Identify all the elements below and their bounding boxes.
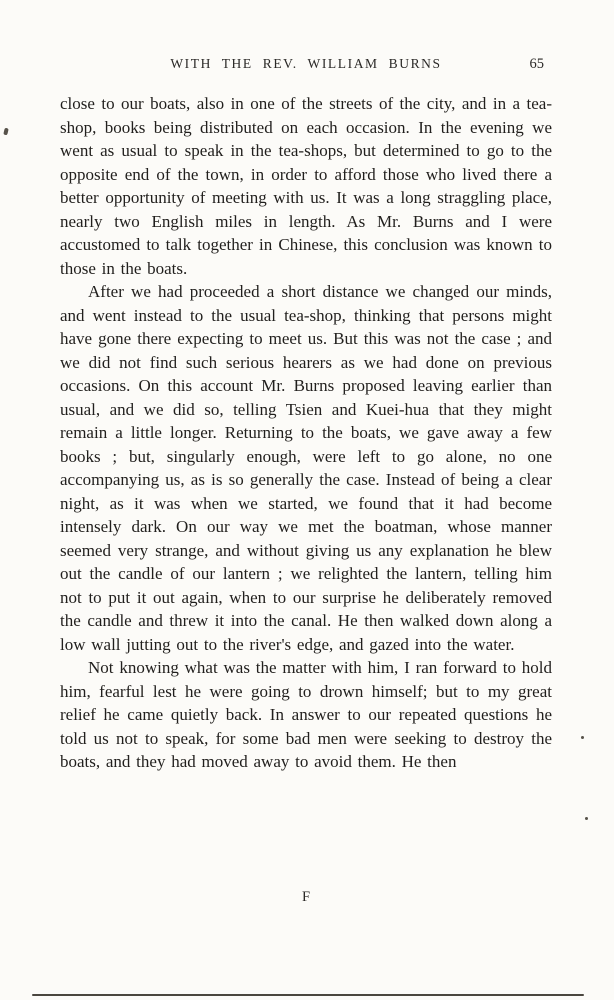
paragraph: After we had proceeded a short distance we changed our minds, and went instead to the usual tea-shop, thinking that persons might have gone there expecting to meet us. But this was not the case ; and we did not find such serious hearers as we had done on previous occasions. On this account Mr. Burns proposed leaving earlier than usual, and we did so, telling Tsien and Kuei-hua that they might remain a little longer. Returning to the boats, we gave away a few books ; but, singularly enough, were left to go alone, no one accompanying us, as is so generally the case. Instead of being a clear night, as it was when we started, we found that it had become intensely dark. On our way we met the boatman, whose manner seemed very strange, and without giving us any explanation he blew out the candle of our lantern ; we relighted the lantern, telling him not to put it out again, when to our surprise he deliberately removed the candle and threw it into the canal. He then walked down along a low wall jutting out to the river's edge, and gazed into the water. xyxy=(60,282,552,654)
ink-speck xyxy=(3,128,9,136)
ink-speck xyxy=(585,817,588,820)
paragraph: Not knowing what was the matter with him, I ran forward to hold him, fearful lest he were going to drown himself; but to my great relief he came quietly back. In answer to our repeated questions he told us not to speak, for some bad men were seeking to destroy the boats, and they had moved away to avoid them. He then xyxy=(60,658,552,771)
scan-edge-line xyxy=(32,994,584,996)
text-block xyxy=(60,56,552,774)
page-header xyxy=(60,56,552,78)
signature-mark: F xyxy=(301,889,311,905)
running-title: WITH THE REV. WILLIAM BURNS xyxy=(170,56,442,71)
body-text xyxy=(60,92,552,774)
ink-speck xyxy=(581,736,584,739)
page-number: 65 xyxy=(529,56,544,72)
paragraph-continuation: close to our boats, also in one of the streets of the city, and in a tea-shop, books being distributed on each occasion. In the evening we went as usual to speak in the tea-shops, but determined to go to the opposite end of the town, in order to afford those who lived there a better opportunity of meeting with us. It was a long straggling place, nearly two English miles in length. As Mr. Burns and I were accustomed to talk together in Chinese, this conclusion was known to those in the boats. xyxy=(60,94,552,278)
